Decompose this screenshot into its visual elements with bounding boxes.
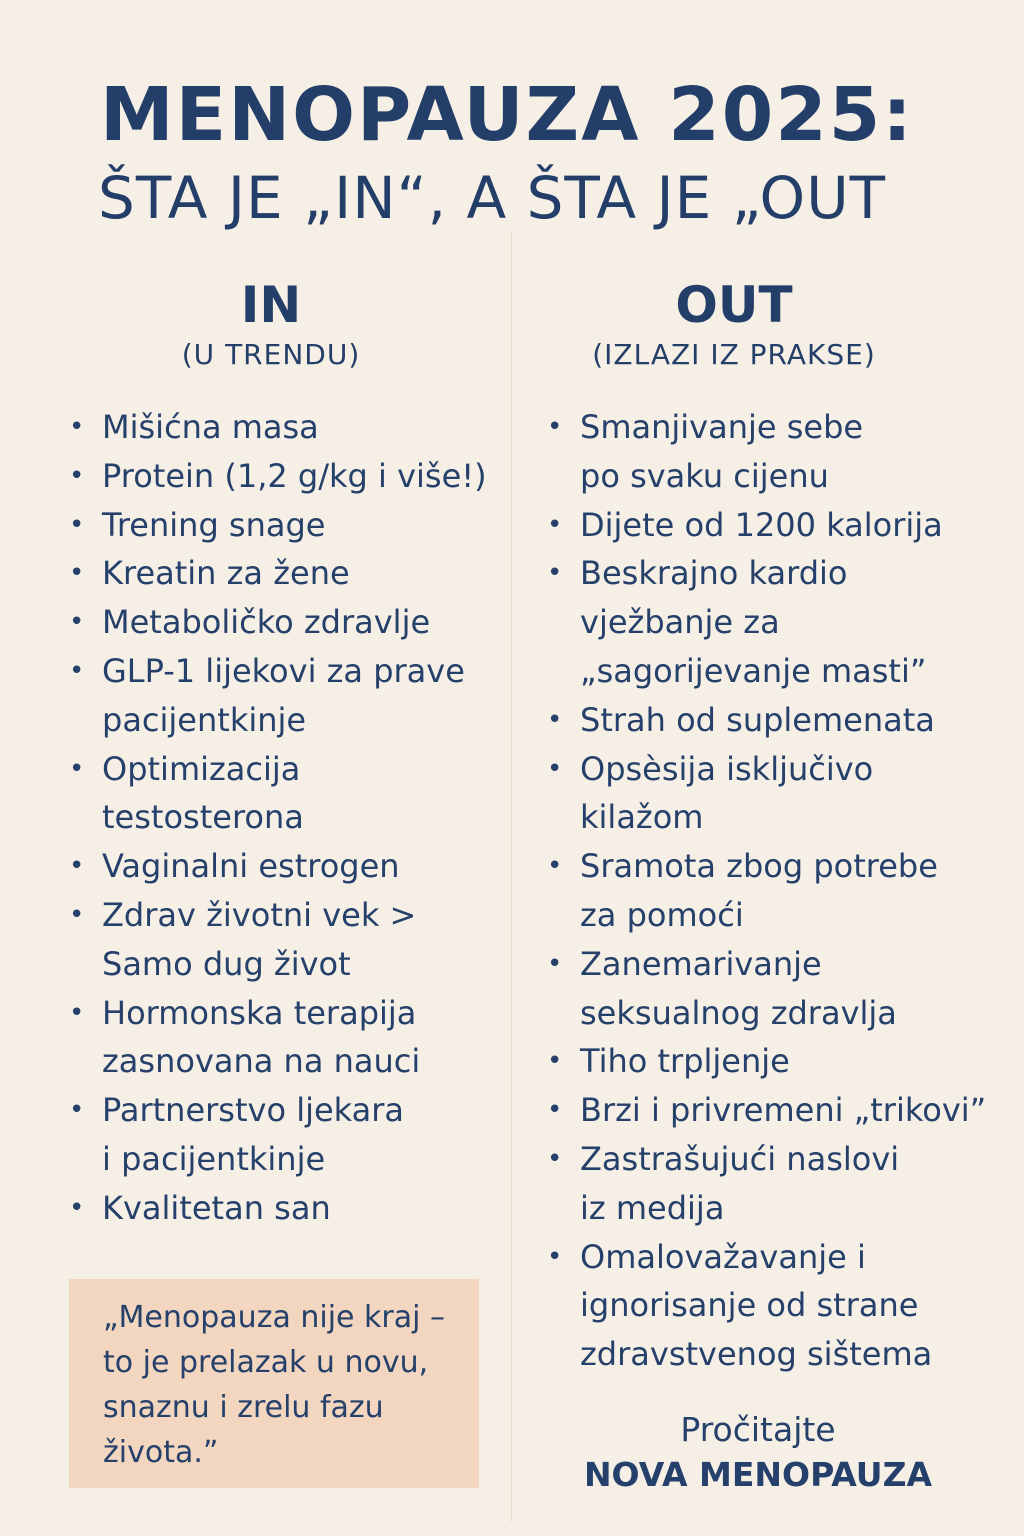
list-item-text: pacijentkinje (102, 700, 307, 739)
quote-line: snaznu i zrelu fazu (103, 1390, 384, 1425)
list-item (69, 891, 502, 989)
list-item-text: zasnovana na nauci (102, 1042, 421, 1081)
bullet-icon: • (547, 704, 563, 735)
list-item (69, 452, 502, 501)
list-item-text: testosterona (102, 798, 304, 837)
list-item-text: Zdrav životni vek > (102, 895, 417, 934)
list-item (69, 501, 502, 550)
bullet-icon: • (69, 1192, 85, 1223)
list-item-text: seksualnog zdravlja (580, 993, 897, 1032)
bullet-icon: • (69, 607, 85, 638)
list-item (69, 745, 502, 843)
list-item-text: „sagorijevanje masti” (580, 651, 927, 690)
list-item-text: zdravstvenog sištema (580, 1335, 933, 1374)
bullet-icon: • (547, 851, 563, 882)
list-item (547, 696, 1010, 745)
list-item-text: kilažom (580, 798, 704, 837)
quote-line: to je prelazak u novu, (103, 1345, 429, 1380)
quote-line: života.” (103, 1435, 219, 1470)
bullet-icon: • (69, 997, 85, 1028)
in-list (69, 403, 502, 1233)
list-item (547, 1037, 1010, 1086)
bullet-icon: • (547, 509, 563, 540)
list-item-text: Strah od suplemenata (580, 700, 935, 739)
quote-line: „Menopauza nije kraj – (103, 1300, 445, 1335)
list-item (547, 842, 1010, 940)
cta-book-title: NOVA MENOPAUZA (583, 1455, 933, 1494)
list-item (547, 403, 1010, 501)
list-item-text: Omalovažavanje i (580, 1237, 866, 1276)
list-item-text: Samo dug život (102, 944, 351, 983)
list-item-text: Zastrašujući naslovi (580, 1139, 900, 1178)
list-item-text: po svaku cijenu (580, 456, 829, 495)
list-item-text: Mišićna masa (102, 408, 319, 446)
bullet-icon: • (547, 1095, 563, 1126)
list-item-text: Smanjivanje sebe (580, 408, 864, 446)
list-item (69, 989, 502, 1087)
list-item-text: Brzi i privremeni „trikovi” (580, 1091, 987, 1130)
bullet-icon: • (69, 460, 85, 491)
list-item (547, 1086, 1010, 1135)
bullet-icon: • (547, 1046, 563, 1077)
list-item-text: Hormonska terapija (102, 993, 417, 1032)
list-item-text: Protein (1,2 g/kg i više!) (102, 456, 487, 495)
list-item-text: iz medija (580, 1188, 725, 1227)
list-item-text: Trening snage (102, 505, 326, 544)
page-title: MENOPAUZA 2025: (100, 72, 914, 158)
bullet-icon: • (69, 412, 85, 442)
quote-box (69, 1279, 479, 1488)
list-item-text: Metaboličko zdravlje (102, 603, 431, 642)
list-item-text: Sramota zbog potrebe (580, 847, 938, 886)
out-list (547, 403, 1010, 1379)
in-column-subheading: (U TRENDU) (181, 338, 361, 371)
list-item (547, 549, 1010, 695)
bullet-icon: • (547, 412, 563, 442)
list-item (69, 403, 502, 452)
list-item (547, 745, 1010, 843)
list-item (69, 1184, 502, 1233)
list-item-text: Zanemarivanje (580, 944, 822, 983)
bullet-icon: • (547, 753, 563, 784)
list-item (547, 1233, 1010, 1379)
list-item-text: vježbanje za (580, 603, 780, 642)
bullet-icon: • (69, 509, 85, 540)
list-item-text: Tiho trpljenje (580, 1042, 790, 1081)
cta-read-label: Pročitajte (680, 1410, 836, 1449)
bullet-icon: • (547, 948, 563, 979)
list-item-text: Kvalitetan san (102, 1188, 331, 1227)
bullet-icon: • (69, 753, 85, 784)
list-item-text: Partnerstvo ljekara (102, 1091, 405, 1130)
bullet-icon: • (69, 655, 85, 686)
bullet-icon: • (547, 558, 563, 589)
list-item-text: Vaginalni estrogen (102, 847, 400, 886)
out-column-subheading: (IZLAZI IZ PRAKSE) (592, 338, 876, 371)
bullet-icon: • (69, 1095, 85, 1126)
bullet-icon: • (69, 899, 85, 930)
list-item-text: Dijete od 1200 kalorija (580, 505, 943, 544)
bullet-icon: • (69, 558, 85, 589)
list-item (69, 549, 502, 598)
out-column-heading: OUT (675, 276, 793, 334)
list-item-text: ignorisanje od strane (580, 1286, 919, 1325)
list-item (69, 1086, 502, 1184)
list-item (547, 940, 1010, 1038)
list-item (69, 647, 502, 745)
list-item-text: GLP-1 lijekovi za prave (102, 651, 465, 690)
list-item-text: Beskrajno kardio (580, 554, 848, 593)
column-divider (511, 232, 512, 1522)
list-item-text: Opsèsija isključivo (580, 749, 874, 788)
list-item-text: Optimizacija (102, 749, 301, 788)
list-item (547, 1135, 1010, 1233)
list-item (69, 842, 502, 891)
list-item (69, 598, 502, 647)
page-subtitle: ŠTA JE „IN“, A ŠTA JE „OUT (98, 164, 887, 232)
list-item (547, 501, 1010, 550)
in-column-heading: IN (240, 276, 302, 334)
list-item-text: i pacijentkinje (102, 1139, 326, 1178)
bullet-icon: • (69, 851, 85, 882)
list-item-text: za pomoći (580, 895, 744, 934)
bullet-icon: • (547, 1143, 563, 1174)
list-item-text: Kreatin za žene (102, 554, 350, 593)
quote-text (103, 1295, 473, 1475)
bullet-icon: • (547, 1241, 563, 1272)
